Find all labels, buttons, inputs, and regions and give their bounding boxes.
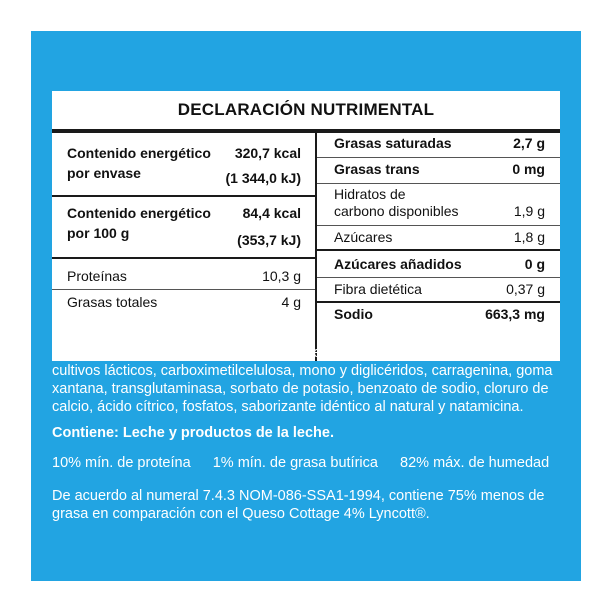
sodium-label: Sodio bbox=[334, 306, 373, 322]
ingredients-heading: INGREDIENTES: bbox=[52, 345, 166, 361]
ingredients-line: Leche descremada, crema, sólidos de la leche, sal yodada, bbox=[165, 345, 551, 361]
ingredients-block bbox=[52, 344, 572, 416]
fiber-label: Fibra dietética bbox=[334, 281, 422, 297]
energy-envase-kcal: 320,7 kcal bbox=[234, 145, 301, 161]
total-fat-value: 4 g bbox=[281, 294, 301, 310]
nutrition-table bbox=[52, 91, 560, 361]
ingredients-line: xantana, transglutaminasa, sorbato de potasio, benzoato de sodio, cloruro de bbox=[52, 381, 549, 397]
rule bbox=[317, 277, 560, 278]
carbs-value: 1,9 g bbox=[513, 203, 545, 219]
energy-envase-label-1: Contenido energético bbox=[67, 145, 211, 161]
footnote-line: De acuerdo al numeral 7.4.3 NOM-086-SSA1-1994, contiene 75% menos de bbox=[52, 488, 545, 504]
rule bbox=[52, 289, 315, 290]
energy-envase-label-2: por envase bbox=[67, 165, 141, 181]
saturated-fat-value: 2,7 g bbox=[513, 135, 545, 151]
column-divider bbox=[315, 133, 317, 361]
rule bbox=[317, 301, 560, 303]
energy-100g-label-2: por 100 g bbox=[67, 225, 130, 241]
rule bbox=[317, 249, 560, 251]
energy-100g-kj: (353,7 kJ) bbox=[237, 232, 301, 248]
added-sugars-label: Azúcares añadidos bbox=[334, 256, 462, 272]
allergen-statement: Contiene: Leche y productos de la leche. bbox=[52, 425, 335, 441]
sugars-value: 1,8 g bbox=[513, 229, 545, 245]
trans-fat-label: Grasas trans bbox=[334, 161, 420, 177]
ingredients-line: cultivos lácticos, carboximetilcelulosa, mono y diglicéridos, carragenina, goma bbox=[52, 363, 553, 379]
moisture-percentage: 82% máx. de humedad bbox=[400, 455, 550, 471]
energy-envase-kj: (1 344,0 kJ) bbox=[225, 170, 301, 186]
fat-percentage: 1% mín. de grasa butírica bbox=[212, 455, 378, 471]
percentages-row bbox=[52, 454, 572, 472]
fiber-value: 0,37 g bbox=[506, 281, 545, 297]
label-panel bbox=[31, 31, 581, 581]
rule bbox=[52, 195, 315, 197]
table-title: DECLARACIÓN NUTRIMENTAL bbox=[177, 100, 435, 119]
added-sugars-value: 0 g bbox=[524, 256, 545, 272]
carbs-label-1: Hidratos de bbox=[334, 186, 406, 202]
footnote bbox=[52, 487, 572, 523]
footnote-line: grasa en comparación con el Queso Cottage 4% Lyncott®. bbox=[52, 506, 430, 522]
sodium-value: 663,3 mg bbox=[485, 306, 545, 322]
carbs-label-2: carbono disponibles bbox=[334, 203, 459, 219]
total-fat-label: Grasas totales bbox=[67, 294, 158, 310]
rule bbox=[52, 257, 315, 259]
title-rule bbox=[52, 129, 560, 133]
protein-percentage: 10% mín. de proteína bbox=[52, 455, 191, 471]
protein-value: 10,3 g bbox=[262, 268, 301, 284]
rule bbox=[317, 157, 560, 158]
trans-fat-value: 0 mg bbox=[512, 161, 545, 177]
energy-100g-kcal: 84,4 kcal bbox=[242, 205, 301, 221]
saturated-fat-label: Grasas saturadas bbox=[334, 135, 452, 151]
energy-100g-label-1: Contenido energético bbox=[67, 205, 211, 221]
rule bbox=[317, 225, 560, 226]
rule bbox=[317, 183, 560, 184]
ingredients-line: calcio, ácido cítrico, fosfatos, saborizante idéntico al natural y natamicina. bbox=[52, 399, 524, 415]
protein-label: Proteínas bbox=[67, 268, 127, 284]
sugars-label: Azúcares bbox=[334, 229, 393, 245]
